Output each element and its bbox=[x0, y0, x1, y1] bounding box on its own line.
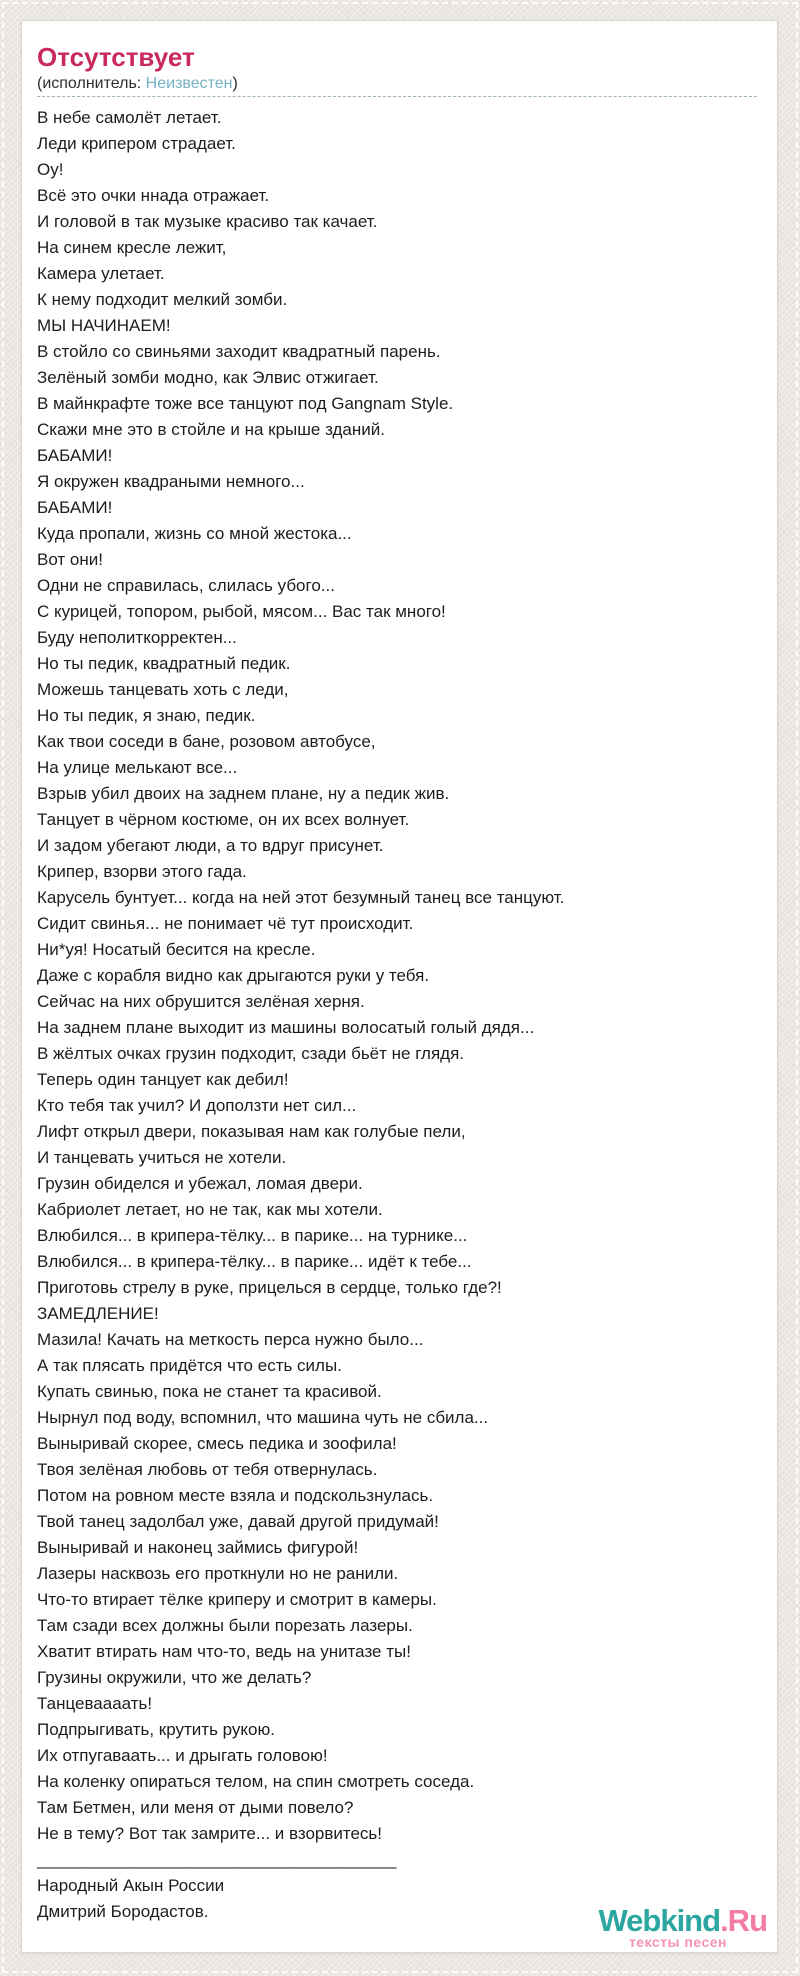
text-line: Всё это очки ннада отражает. bbox=[37, 186, 270, 205]
logo-webkind-text: Webkind bbox=[598, 1903, 721, 1938]
text-line: Нырнул под воду, вспомнил, что машина чуть не сбила... bbox=[37, 1408, 489, 1427]
text-line: Твоя зелёная любовь от тебя отвернулась. bbox=[37, 1460, 378, 1479]
text-line: Но ты педик, я знаю, педик. bbox=[37, 706, 256, 725]
lyrics-card bbox=[21, 20, 778, 1953]
text-line: Дмитрий Бородастов. bbox=[37, 1902, 209, 1921]
text-line: Что-то втирает тёлке криперу и смотрит в камеры. bbox=[37, 1590, 437, 1609]
text-line: В стойло со свиньями заходит квадратный парень. bbox=[37, 342, 441, 361]
text-line: Зелёный зомби модно, как Элвис отжигает. bbox=[37, 368, 379, 387]
text-line: Карусель бунтует... когда на ней этот безумный танец все танцуют. bbox=[37, 888, 565, 907]
text-line: Там Бетмен, или меня от дыми повело? bbox=[37, 1798, 354, 1817]
text-line: Их отпугаваать... и дрыгать головою! bbox=[37, 1746, 328, 1765]
text-line: БАБАМИ! bbox=[37, 498, 113, 517]
performer-line bbox=[37, 74, 757, 93]
text-line: Грузин обиделся и убежал, ломая двери. bbox=[37, 1174, 363, 1193]
logo-wordmark[interactable] bbox=[598, 1905, 767, 1937]
text-line: С курицей, топором, рыбой, мясом... Вас так много! bbox=[37, 602, 446, 621]
text-line: Влюбился... в крипера-тёлку... в парике... идёт к тебе... bbox=[37, 1252, 472, 1271]
text-line: Крипер, взорви этого гада. bbox=[37, 862, 247, 881]
text-line: Приготовь стрелу в руке, прицелься в сердце, только где?! bbox=[37, 1278, 502, 1297]
logo-ru-text: .Ru bbox=[720, 1903, 767, 1938]
text-line: Я окружен квадраными немного... bbox=[37, 472, 305, 491]
text-line: Леди крипером страдает. bbox=[37, 134, 236, 153]
dashed-separator bbox=[37, 96, 757, 97]
text-line: Кто тебя так учил? И доползти нет сил... bbox=[37, 1096, 357, 1115]
text-line: На улице мелькают все... bbox=[37, 758, 238, 777]
text-line: А так плясать придётся что есть силы. bbox=[37, 1356, 342, 1375]
text-line: Вот они! bbox=[37, 550, 103, 569]
text-line: Как твои соседи в бане, розовом автобусе, bbox=[37, 732, 376, 751]
text-line: Влюбился... в крипера-тёлку... в парике... на турнике... bbox=[37, 1226, 468, 1245]
text-line: И головой в так музыке красиво так качает. bbox=[37, 212, 378, 231]
logo-tagline: тексты песен bbox=[628, 1934, 727, 1950]
text-line: Не в тему? Вот так замрите... и взорвитесь! bbox=[37, 1824, 383, 1843]
text-line: На заднем плане выходит из машины волосатый голый дядя... bbox=[37, 1018, 535, 1037]
text-line: Можешь танцевать хоть с леди, bbox=[37, 680, 289, 699]
text-line: Даже с корабля видно как дрыгаются руки у тебя. bbox=[37, 966, 430, 985]
text-line: ЗАМЕДЛЕНИЕ! bbox=[37, 1304, 159, 1323]
text-line: В небе самолёт летает. bbox=[37, 108, 222, 127]
song-title-link[interactable]: Отсутствует bbox=[37, 42, 195, 72]
text-line: Потом на ровном месте взяла и подскользнулась. bbox=[37, 1486, 434, 1505]
performer-suffix: ) bbox=[232, 75, 238, 92]
text-line: Одни не справилась, слилась убого... bbox=[37, 576, 335, 595]
text-line: Буду неполиткорректен... bbox=[37, 628, 237, 647]
text-line: Там сзади всех должны были порезать лазеры. bbox=[37, 1616, 413, 1635]
text-line: Народный Акын России bbox=[37, 1876, 225, 1895]
text-line: Оу! bbox=[37, 160, 64, 179]
text-line: На коленку опираться телом, на спин смотреть соседа. bbox=[37, 1772, 475, 1791]
text-line: Ни*уя! Носатый бесится на кресле. bbox=[37, 940, 316, 959]
text-line: Камера улетает. bbox=[37, 264, 165, 283]
text-line: В жёлтых очках грузин подходит, сзади бьёт не глядя. bbox=[37, 1044, 465, 1063]
text-line: На синем кресле лежит, bbox=[37, 238, 227, 257]
text-line: К нему подходит мелкий зомби. bbox=[37, 290, 288, 309]
text-line: Сейчас на них обрушится зелёная херня. bbox=[37, 992, 365, 1011]
text-line: Хватит втирать нам что-то, ведь на унитазе ты! bbox=[37, 1642, 411, 1661]
text-line: Но ты педик, квадратный педик. bbox=[37, 654, 291, 673]
card-content bbox=[22, 21, 777, 1925]
performer-link[interactable]: Неизвестен bbox=[145, 75, 233, 92]
text-line: Лазеры насквозь его проткнули но не ранили. bbox=[37, 1564, 399, 1583]
text-line: Грузины окружили, что же делать? bbox=[37, 1668, 312, 1687]
lyrics-text bbox=[37, 105, 757, 1847]
text-line: Мазила! Качать на меткость перса нужно было... bbox=[37, 1330, 424, 1349]
text-line: Танцует в чёрном костюме, он их всех волнует. bbox=[37, 810, 410, 829]
webkind-logo[interactable] bbox=[598, 1905, 767, 1949]
text-line: Выныривай скорее, смесь педика и зоофила! bbox=[37, 1434, 397, 1453]
text-line: Скажи мне это в стойле и на крыше зданий. bbox=[37, 420, 385, 439]
text-line: Куда пропали, жизнь со мной жестока... bbox=[37, 524, 352, 543]
text-line: Выныривай и наконец займись фигурой! bbox=[37, 1538, 359, 1557]
text-line: Купать свинью, пока не станет та красивой. bbox=[37, 1382, 382, 1401]
text-line: Теперь один танцует как дебил! bbox=[37, 1070, 289, 1089]
performer-prefix: (исполнитель: bbox=[37, 75, 142, 92]
text-line: В майнкрафте тоже все танцуют под Gangnam Style. bbox=[37, 394, 454, 413]
text-line: И задом убегают люди, а то вдруг присунет. bbox=[37, 836, 384, 855]
text-line: Подпрыгивать, крутить рукою. bbox=[37, 1720, 275, 1739]
text-line: БАБАМИ! bbox=[37, 446, 113, 465]
signature-separator-line: ______________________________________ bbox=[37, 1850, 397, 1869]
text-line: Кабриолет летает, но не так, как мы хотели. bbox=[37, 1200, 383, 1219]
text-line: Твой танец задолбал уже, давай другой придумай! bbox=[37, 1512, 439, 1531]
text-line: И танцевать учиться не хотели. bbox=[37, 1148, 287, 1167]
text-line: Лифт открыл двери, показывая нам как голубые пели, bbox=[37, 1122, 466, 1141]
text-line: Взрыв убил двоих на заднем плане, ну а педик жив. bbox=[37, 784, 450, 803]
text-line: Сидит свинья... не понимает чё тут происходит. bbox=[37, 914, 414, 933]
text-line: Танцеваааать! bbox=[37, 1694, 153, 1713]
text-line: МЫ НАЧИНАЕМ! bbox=[37, 316, 171, 335]
